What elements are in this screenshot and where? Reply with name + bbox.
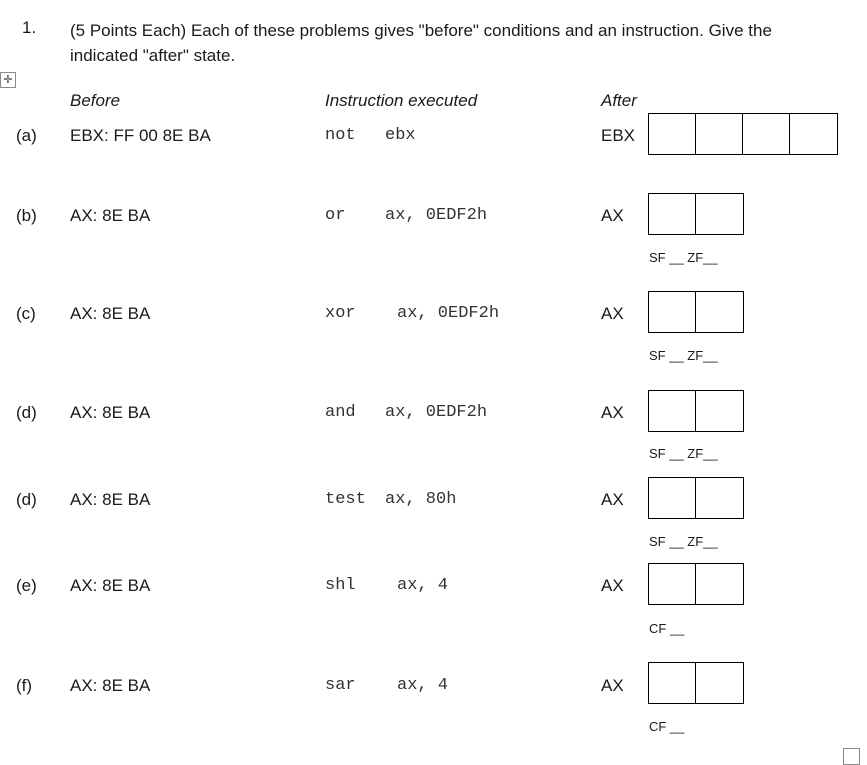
answer-box[interactable] [649,663,696,703]
instruction-op: sar [325,676,356,695]
header-after: After [601,91,637,110]
instruction-operands: ax, 0EDF2h [385,206,488,225]
instruction-operands: ax, 0EDF2h [397,304,500,323]
instruction [325,206,487,225]
instruction [325,576,448,595]
flags-blank: SF __ ZF__ [649,250,718,265]
row-label: (a) [16,126,37,145]
row-label: (b) [16,206,37,225]
before-value: AX: 8E BA [70,676,151,695]
answer-box[interactable] [696,663,743,703]
instruction-operands: ebx [385,126,416,145]
answer-box[interactable] [790,114,837,154]
answer-boxes [648,113,838,155]
table-resize-handle[interactable] [843,748,860,765]
instruction [325,403,487,422]
move-cross-icon[interactable]: ✛ [0,72,16,88]
instruction [325,304,499,323]
answer-box[interactable] [696,564,743,604]
after-register: EBX [601,126,636,145]
instruction [325,126,416,145]
answer-box[interactable] [696,391,743,431]
answer-boxes [648,662,744,704]
after-register: AX [601,403,624,422]
answer-box[interactable] [649,194,696,234]
after-register: AX [601,206,624,225]
answer-boxes [648,291,744,333]
answer-box[interactable] [649,292,696,332]
before-value: AX: 8E BA [70,304,151,323]
after-register: AX [601,304,624,323]
answer-box[interactable] [649,391,696,431]
answer-box[interactable] [696,194,743,234]
instruction-op: shl [325,576,356,595]
row-label: (f) [16,676,33,695]
instruction-op: test [325,490,366,509]
header-instruction: Instruction executed [325,91,478,110]
answer-boxes [648,563,744,605]
answer-box[interactable] [649,478,696,518]
after-register: AX [601,490,624,509]
instruction-operands: ax, 4 [397,576,449,595]
header-before: Before [70,91,121,110]
row-label: (e) [16,576,37,595]
question-number: 1. [22,18,37,37]
answer-box[interactable] [696,478,743,518]
before-value: AX: 8E BA [70,576,151,595]
instruction-op: xor [325,304,356,323]
flags-blank: SF __ ZF__ [649,348,718,363]
before-value: AX: 8E BA [70,206,151,225]
flags-blank: CF __ [649,621,685,636]
flags-blank: SF __ ZF__ [649,446,718,461]
answer-boxes [648,390,744,432]
instruction [325,676,448,695]
row-label: (d) [16,490,37,509]
answer-boxes [648,193,744,235]
row-label: (c) [16,304,36,323]
after-register: AX [601,676,624,695]
question-text: (5 Points Each) Each of these problems gives "before" conditions and an instruction. Give the indicated "after" state. [70,21,772,65]
instruction-op: or [325,206,346,225]
answer-box[interactable] [696,292,743,332]
before-value: AX: 8E BA [70,490,151,509]
flags-blank: SF __ ZF__ [649,534,718,549]
instruction-op: and [325,403,356,422]
instruction-operands: ax, 0EDF2h [385,403,488,422]
before-value: AX: 8E BA [70,403,151,422]
flags-blank: CF __ [649,719,685,734]
after-register: AX [601,576,624,595]
row-label: (d) [16,403,37,422]
instruction [325,490,456,509]
answer-box[interactable] [743,114,790,154]
answer-boxes [648,477,744,519]
instruction-operands: ax, 80h [385,490,457,509]
answer-box[interactable] [696,114,743,154]
instruction-operands: ax, 4 [397,676,449,695]
before-value: EBX: FF 00 8E BA [70,126,211,145]
answer-box[interactable] [649,564,696,604]
instruction-op: not [325,126,356,145]
answer-box[interactable] [649,114,696,154]
